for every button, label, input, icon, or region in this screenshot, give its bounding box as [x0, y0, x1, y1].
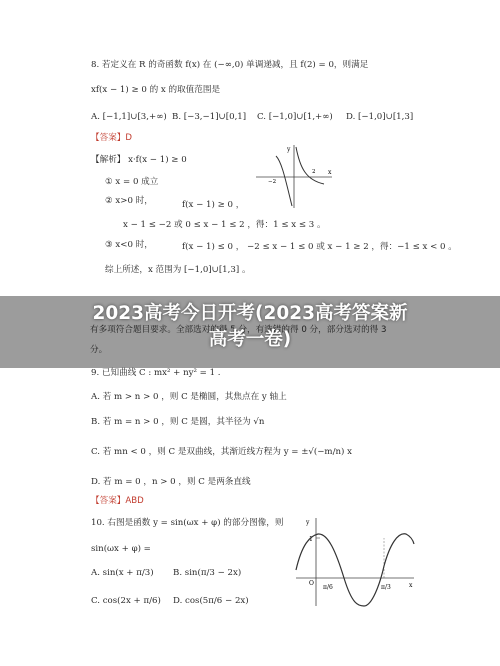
- q9-option-c: C. 若 mn < 0 ，则 C 是双曲线，其渐近线方程为 y = ±√(−m/n) x: [91, 447, 352, 457]
- q8-case3: ③ x<0 时，: [105, 240, 153, 250]
- banner-title-line1: 2023高考今日开考(2023高考答案新: [92, 303, 408, 324]
- q8-option-d: D. [−1,0]∪[1,3]: [346, 112, 414, 122]
- q8-option-b: B. [−3,−1]∪[0,1]: [172, 112, 247, 122]
- q10-option-d: D. cos(5π/6 − 2x): [173, 596, 249, 606]
- q10-stem: 10. 右图是函数 y = sin(ωx + φ) 的部分图像，则: [91, 518, 284, 528]
- q10-stem-line2: sin(ωx + φ) =: [91, 544, 151, 554]
- q8-graph-y-label: y: [287, 146, 291, 153]
- q9-option-a: A. 若 m > n > 0 ，则 C 是椭圆，其焦点在 y 轴上: [91, 392, 287, 402]
- q8-case3-eq: f(x − 1) ≤ 0 ， −2 ≤ x − 1 ≤ 0 或 x − 1 ≥ 2 ，得：−1 ≤ x < 0 。: [182, 242, 457, 252]
- q8-stem: 8. 若定义在 R 的奇函数 f(x) 在 (−∞,0) 单调递减，且 f(2) = 0，则满足: [91, 60, 369, 70]
- banner-sub-line2: 分。: [90, 345, 108, 355]
- q9-answer: 【答案】ABD: [91, 496, 144, 506]
- banner-title: [0, 301, 500, 353]
- q8-graph-neg2: −2: [268, 179, 277, 185]
- q10-graph-y-label: y: [306, 519, 310, 526]
- q10-graph-tick-pi3: π/3: [381, 584, 391, 591]
- q8-option-a: A. [−1,1]∪[3,+∞): [91, 112, 167, 122]
- q10-graph-one: 1: [309, 536, 313, 543]
- q10-option-b: B. sin(π/3 − 2x): [173, 568, 242, 578]
- q8-function-graph: [254, 142, 334, 210]
- q9-option-d: D. 若 m = 0 ，n > 0 ，则 C 是两条直线: [91, 477, 251, 487]
- banner-title-line2: 高考一卷): [208, 329, 292, 350]
- q10-graph-tick-pi6: π/6: [323, 584, 333, 591]
- q8-analysis: 【解析】 x·f(x − 1) ≥ 0: [91, 155, 187, 165]
- q9-stem: 9. 已知曲线 C : mx² + ny² = 1 .: [91, 368, 221, 378]
- q10-graph-x-label: x: [409, 582, 413, 589]
- banner-sub-line1: 有多项符合题目要求。全部选对的得 5 分，有选错的得 0 分，部分选对的得 3: [90, 325, 387, 335]
- q8-answer: 【答案】D: [91, 133, 132, 143]
- q10-option-c: C. cos(2x + π/6): [91, 596, 161, 606]
- q9-option-b: B. 若 m = n > 0 ，则 C 是圆，其半径为 √n: [91, 417, 265, 427]
- q8-case2-eq: f(x − 1) ≥ 0 ，: [182, 200, 245, 210]
- q10-sine-graph: [292, 514, 418, 610]
- q8-summary: 综上所述，x 范围为 [−1,0]∪[1,3] 。: [105, 265, 251, 275]
- q10-graph-origin: O: [309, 580, 314, 587]
- q8-case1: ① x = 0 成立: [105, 177, 159, 187]
- q8-case2-line: x − 1 ≤ −2 或 0 ≤ x − 1 ≤ 2 ，得：1 ≤ x ≤ 3 。: [123, 220, 326, 230]
- q8-option-c: C. [−1,0]∪[1,+∞): [257, 112, 333, 122]
- q8-graph-x-label: x: [328, 169, 332, 176]
- q8-stem-line2: xf(x − 1) ≥ 0 的 x 的取值范围是: [91, 85, 221, 95]
- q8-case2: ② x>0 时，: [105, 196, 153, 206]
- q8-graph-2: 2: [312, 169, 316, 175]
- q10-option-a: A. sin(x + π/3): [91, 568, 154, 578]
